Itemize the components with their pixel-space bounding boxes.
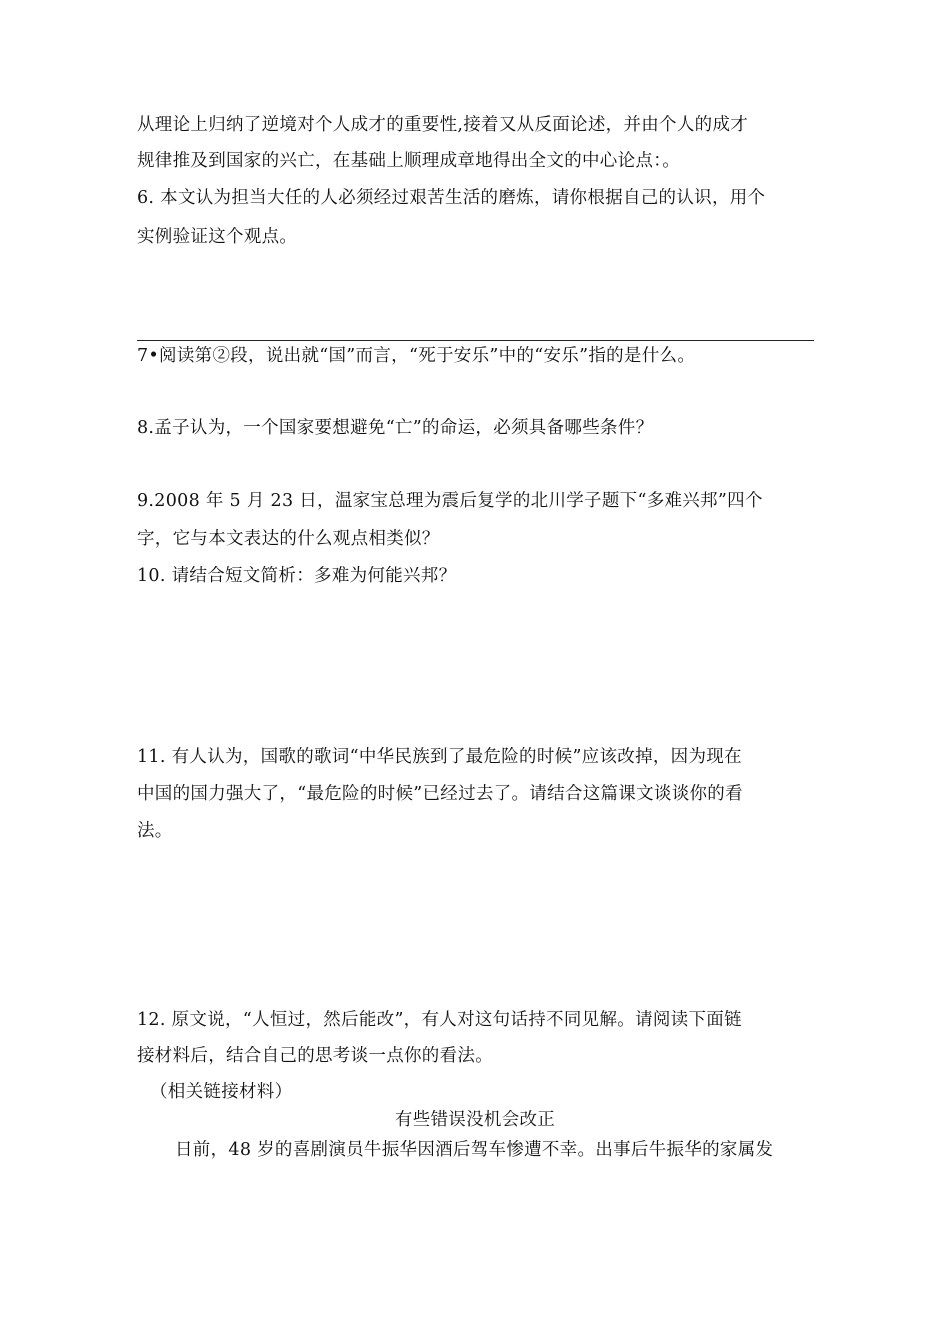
question-9-line-1: 9.2008 年 5 月 23 日，温家宝总理为震后复学的北川学子题下“多难兴邦”四个 [137, 491, 763, 511]
intro-line-2: 规律推及到国家的兴亡，在基础上顺理成章地得出全文的中心论点：。 [137, 151, 681, 171]
question-12-line-1: 12. 原文说，“人恒过，然后能改”，有人对这句话持不同见解。请阅读下面链 [137, 1010, 742, 1030]
link-material-title: 有些错误没机会改正 [394, 1110, 556, 1130]
question-11-line-2: 中国的国力强大了，“最危险的时候”已经过去了。请结合这篇课文谈谈你的看 [137, 784, 743, 804]
question-12-line-2: 接材料后，结合自己的思考谈一点你的看法。 [137, 1046, 493, 1066]
question-6-line-2: 实例验证这个观点。 [137, 227, 298, 247]
intro-line-1: 从理论上归纳了逆境对个人成才的重要性,接着又从反面论述，并由个人的成才 [137, 115, 749, 135]
question-8: 8.孟子认为，一个国家要想避免“亡”的命运，必须具备哪些条件？ [137, 418, 654, 438]
link-material-label: （相关链接材料） [150, 1082, 293, 1102]
question-6-line-1: 6. 本文认为担当大任的人必须经过艰苦生活的磨炼，请你根据自己的认识，用个 [137, 188, 766, 208]
question-11-line-3: 法。 [137, 821, 173, 841]
question-11-line-1: 11. 有人认为，国歌的歌词“中华民族到了最危险的时候”应该改掉，因为现在 [137, 747, 742, 767]
answer-divider-line [137, 340, 814, 341]
question-10: 10. 请结合短文简析：多难为何能兴邦？ [137, 566, 457, 586]
question-7: 7•阅读第②段，说出就“国”而言，“死于安乐”中的“安乐”指的是什么。 [137, 346, 696, 366]
link-material-body-line-1: 日前，48 岁的喜剧演员牛振华因酒后驾车惨遭不幸。出事后牛振华的家属发 [175, 1140, 774, 1160]
question-9-line-2: 字，它与本文表达的什么观点相类似？ [137, 529, 440, 549]
